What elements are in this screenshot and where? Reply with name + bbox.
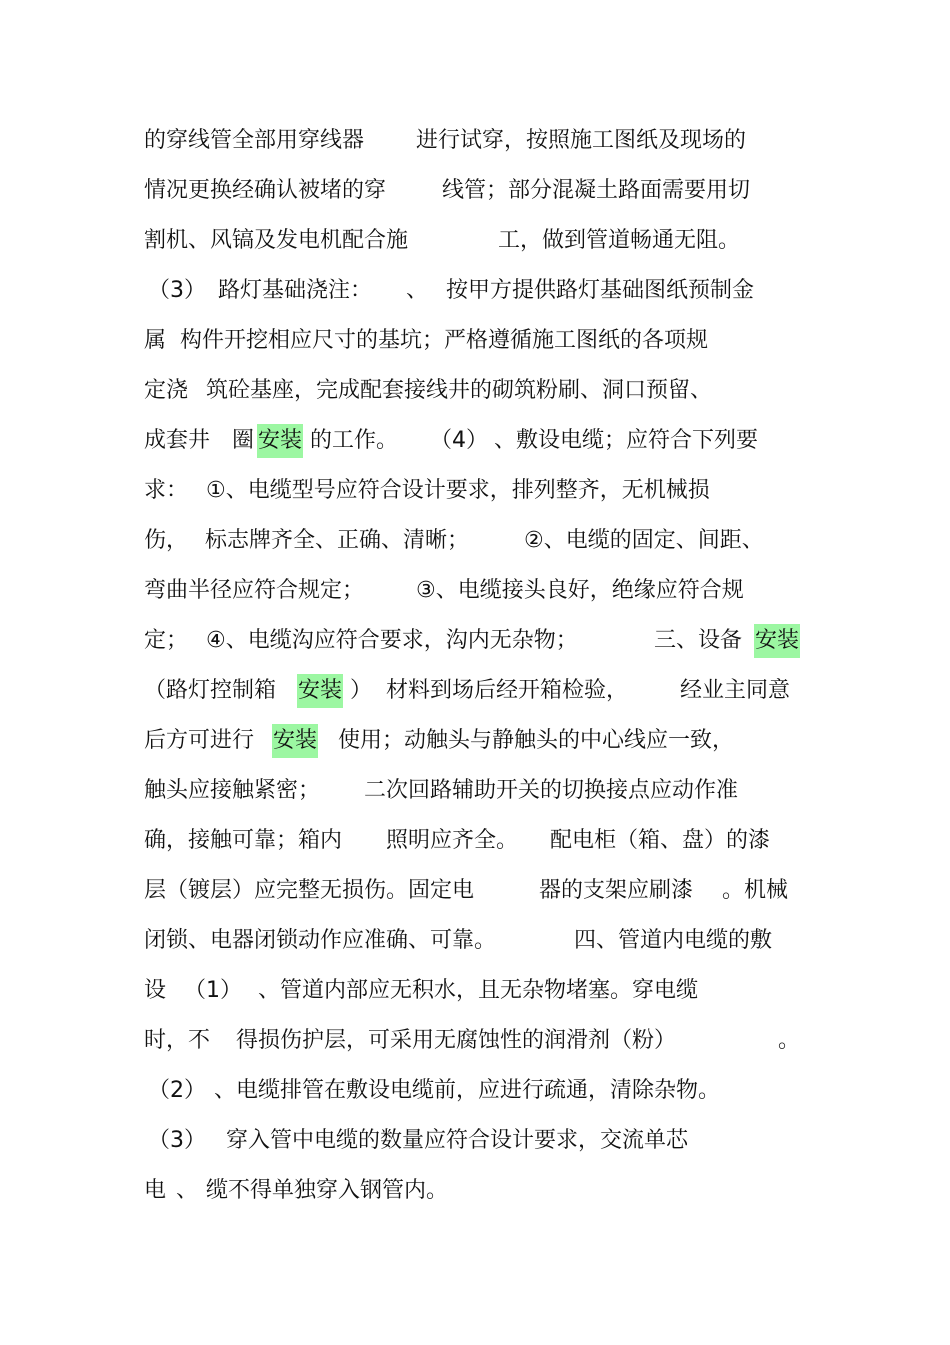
- text-segment: 二次回路辅助开关的切换接点应动作准: [364, 778, 739, 803]
- text-segment: 配电柜（箱、盘）的漆: [550, 828, 771, 853]
- text-line: [144, 524, 764, 558]
- text-segment: 路灯基础浇注：: [218, 278, 373, 303]
- text-segment: 定浇: [144, 378, 189, 403]
- text-line: [144, 124, 747, 158]
- text-segment: 缆不得单独穿入钢管内。: [206, 1178, 449, 1203]
- text-line: [144, 874, 789, 908]
- text-segment: 构件开挖相应尺寸的基坑；严格遵循施工图纸的各项规: [180, 328, 709, 353]
- text-segment: 穿入管中电缆的数量应符合设计要求，交流单芯: [226, 1128, 689, 1153]
- text-segment: 后方可进行: [144, 728, 255, 753]
- text-segment: （3）: [148, 278, 206, 303]
- text-segment: 、电缆排管在敷设电缆前，应进行疏通，清除杂物。: [214, 1078, 721, 1103]
- text-segment: 电: [144, 1178, 167, 1203]
- text-segment: 伤，: [144, 528, 189, 553]
- text-segment: ①、电缆型号应符合设计要求，排列整齐，无机械损: [206, 478, 710, 503]
- text-segment: 按甲方提供路灯基础图纸预制金: [446, 278, 755, 303]
- text-segment: 使用；动触头与静触头的中心线应一致，: [338, 728, 735, 753]
- highlighted-term: 安装: [272, 724, 318, 758]
- text-segment: ④、电缆沟应符合要求，沟内无杂物；: [206, 628, 578, 653]
- text-line: [148, 1074, 721, 1108]
- text-line: [144, 324, 709, 358]
- text-segment: 情况更换经确认被堵的穿: [144, 178, 387, 203]
- text-segment: 。机械: [722, 878, 789, 903]
- text-segment: ③、电缆接头良好，绝缘应符合规: [416, 578, 744, 603]
- highlighted-term: 安装: [297, 674, 343, 708]
- text-segment: 时，不: [144, 1028, 211, 1053]
- text-segment: 线管；部分混凝土路面需要用切: [442, 178, 751, 203]
- text-line: [144, 224, 741, 258]
- text-line: [144, 774, 739, 808]
- text-line: [144, 974, 699, 1008]
- text-segment: 经业主同意: [680, 678, 791, 703]
- text-segment: 弯曲半径应符合规定；: [144, 578, 365, 603]
- text-segment: 、管道内部应无积水，且无杂物堵塞。穿电缆: [258, 978, 699, 1003]
- text-line: [144, 924, 773, 958]
- text-segment: 成套井: [144, 428, 211, 453]
- text-line: [144, 1024, 801, 1058]
- text-segment: 、: [406, 278, 429, 303]
- text-line: [144, 574, 744, 608]
- text-line: [144, 1174, 449, 1208]
- text-segment: 割机、风镐及发电机配合施: [144, 228, 409, 253]
- text-segment: ②、电缆的固定、间距、: [524, 528, 764, 553]
- highlighted-term: 安装: [257, 424, 303, 458]
- text-line: [144, 624, 800, 658]
- text-segment: 标志牌齐全、正确、清晰；: [205, 528, 470, 553]
- text-segment: 、: [176, 1178, 199, 1203]
- text-segment: 闭锁、电器闭锁动作应准确、可靠。: [144, 928, 497, 953]
- text-line: [148, 1124, 689, 1158]
- highlighted-term: 安装: [754, 624, 800, 658]
- text-segment: 触头应接触紧密；: [144, 778, 321, 803]
- text-segment: 的穿线管全部用穿线器: [144, 128, 365, 153]
- text-segment: 求：: [144, 478, 189, 503]
- text-segment: 的工作。: [310, 428, 399, 453]
- text-line: [148, 274, 755, 308]
- text-segment: 圈: [232, 428, 255, 453]
- text-segment: （2）: [148, 1078, 206, 1103]
- text-line: [144, 824, 771, 858]
- text-line: [144, 474, 710, 508]
- text-segment: 筑砼基座，完成配套接线井的砌筑粉刷、洞口预留、: [206, 378, 713, 403]
- text-segment: 三、设备: [654, 628, 743, 653]
- text-segment: （3）: [148, 1128, 206, 1153]
- text-line: [144, 424, 759, 458]
- text-line: [144, 724, 735, 758]
- text-segment: 确，接触可靠；箱内: [144, 828, 343, 853]
- text-segment: 层（镀层）应完整无损伤。固定电: [144, 878, 475, 903]
- text-line: [144, 674, 791, 708]
- text-segment: ）: [350, 678, 373, 703]
- text-segment: 得损伤护层，可采用无腐蚀性的润滑剂（粉）: [236, 1028, 677, 1053]
- text-line: [144, 374, 713, 408]
- text-segment: 工，做到管道畅通无阻。: [498, 228, 741, 253]
- text-segment: （1）: [184, 978, 242, 1003]
- text-segment: 器的支架应刷漆: [539, 878, 694, 903]
- text-line: [144, 174, 751, 208]
- text-segment: 属: [144, 328, 167, 353]
- text-segment: （4）: [430, 428, 488, 453]
- text-segment: 定；: [144, 628, 189, 653]
- text-segment: （路灯控制箱: [144, 678, 277, 703]
- text-segment: 设: [144, 978, 167, 1003]
- text-segment: 、敷设电缆；应符合下列要: [494, 428, 759, 453]
- text-segment: 进行试穿，按照施工图纸及现场的: [416, 128, 747, 153]
- text-segment: 四、管道内电缆的敷: [574, 928, 773, 953]
- text-segment: 照明应齐全。: [386, 828, 519, 853]
- text-segment: 材料到场后经开箱检验，: [386, 678, 629, 703]
- text-segment: 。: [778, 1028, 801, 1053]
